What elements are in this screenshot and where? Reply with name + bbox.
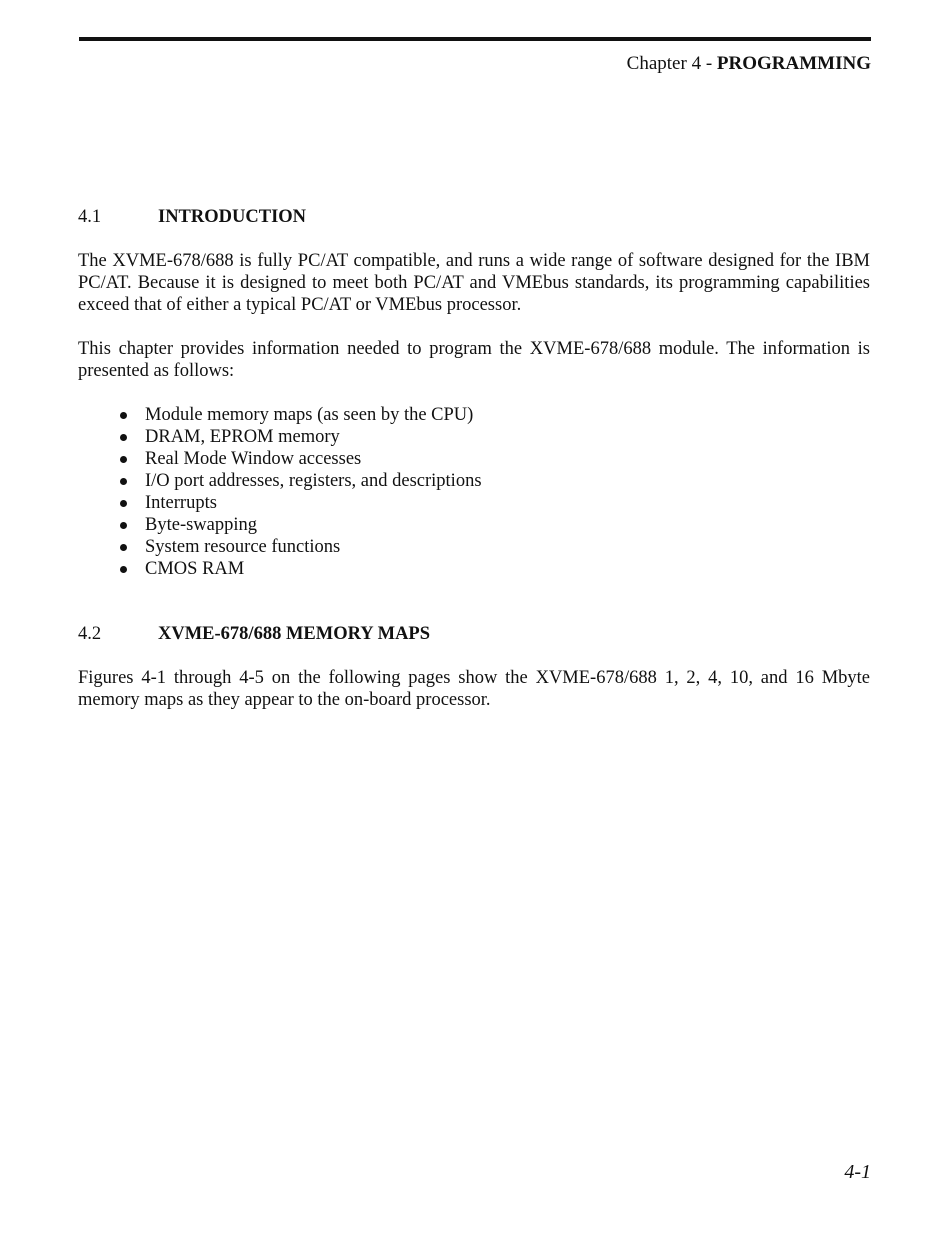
page-number: 4-1 (844, 1161, 871, 1183)
bullet-icon (120, 412, 127, 419)
bullet-icon (120, 566, 127, 573)
bullet-icon (120, 544, 127, 551)
intro-paragraph-1: The XVME-678/688 is fully PC/AT compatible, and runs a wide range of software designed for the IBM PC/AT. Because it is designed to meet both PC/AT and VMEbus standards, its programming capabilities exceed that of either a typical PC/AT or VMEbus processor. (78, 251, 870, 315)
section-title: INTRODUCTION (158, 207, 307, 227)
bullet-icon (120, 456, 127, 463)
section-heading-introduction (78, 205, 306, 229)
topic-list (118, 404, 482, 580)
bullet-icon (120, 478, 127, 485)
list-item: Module memory maps (as seen by the CPU) (118, 404, 482, 426)
section-number: 4.2 (78, 624, 102, 644)
chapter-title: PROGRAMMING (716, 53, 871, 74)
list-item: Interrupts (118, 492, 482, 514)
list-item: I/O port addresses, registers, and descriptions (118, 470, 482, 492)
section-number: 4.1 (78, 207, 102, 227)
memory-maps-paragraph: Figures 4-1 through 4-5 on the following pages show the XVME-678/688 1, 2, 4, 10, and 16 Mbyte memory maps as they appear to the on-board processor. (78, 668, 870, 710)
section-heading-memory-maps (78, 622, 430, 646)
list-item: Real Mode Window accesses (118, 448, 482, 470)
list-item: CMOS RAM (118, 558, 482, 580)
list-item: Byte-swapping (118, 514, 482, 536)
bullet-icon (120, 522, 127, 529)
header-rule (79, 37, 871, 41)
section-title: XVME-678/688 MEMORY MAPS (158, 624, 431, 644)
running-header (627, 52, 871, 76)
list-item: System resource functions (118, 536, 482, 558)
bullet-icon (120, 434, 127, 441)
intro-paragraph-2: This chapter provides information needed to program the XVME-678/688 module. The information is presented as follows: (78, 339, 870, 381)
list-item: DRAM, EPROM memory (118, 426, 482, 448)
chapter-prefix: Chapter 4 - (626, 53, 717, 74)
bullet-icon (120, 500, 127, 507)
